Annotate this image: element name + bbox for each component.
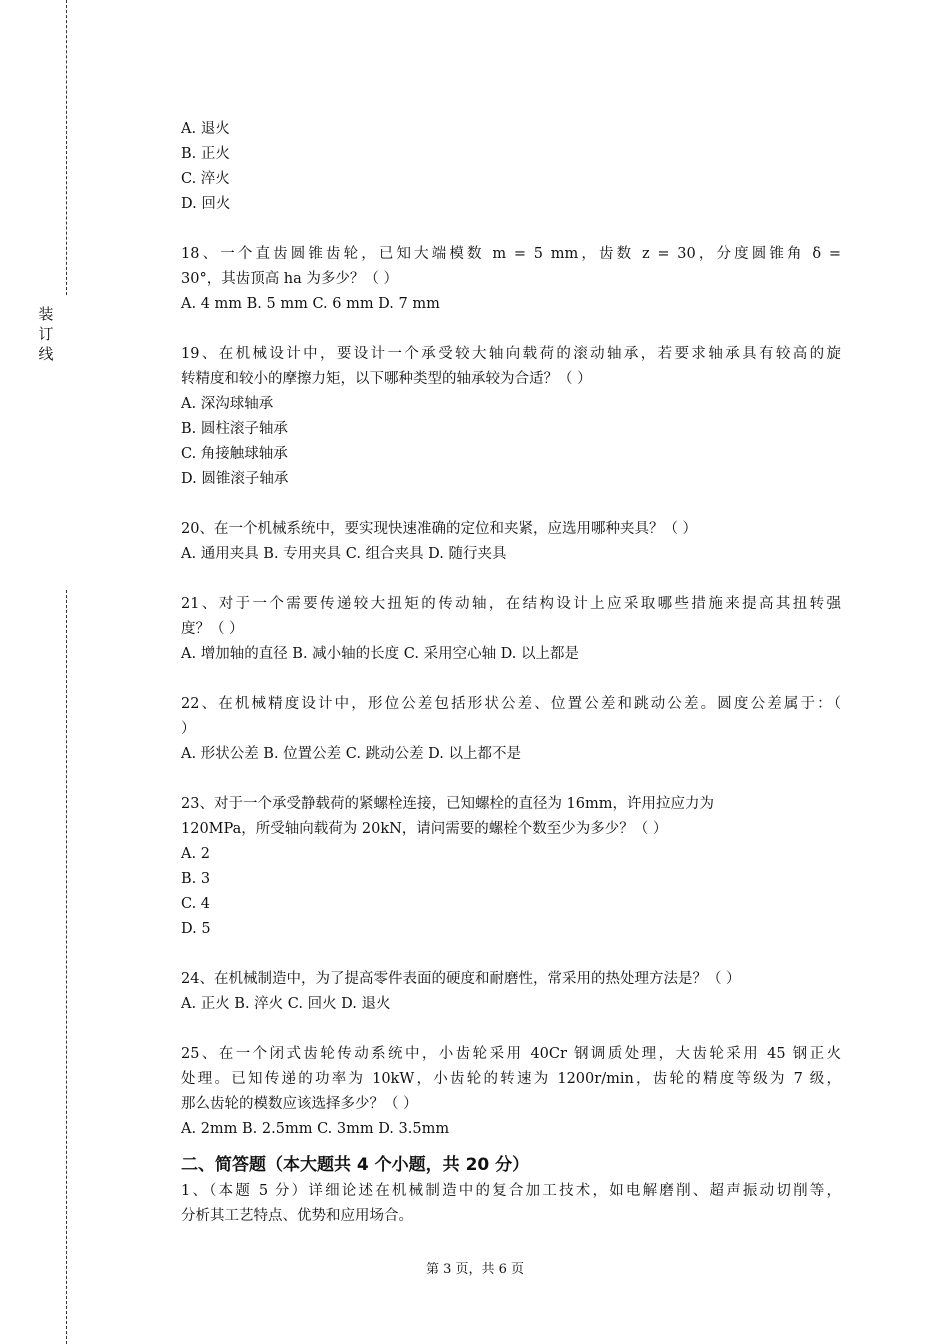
q18-stem-line2: 30°，其齿顶高 ha 为多少？（ ）	[181, 271, 399, 287]
q22-stem-line2: ）	[181, 721, 196, 737]
q25-options: A. 2mm B. 2.5mm C. 3mm D. 3.5mm	[181, 1121, 450, 1137]
q20-stem: 20、在一个机械系统中，要实现快速准确的定位和夹紧，应选用哪种夹具？（ ）	[181, 521, 698, 537]
q18-stem-line1: 18、一个直齿圆锥齿轮，已知大端模数 m = 5 mm，齿数 z = 30，分度圆锥角 δ =	[181, 246, 841, 262]
q23-option-a: A. 2	[181, 846, 210, 862]
binding-line-top	[66, 0, 67, 295]
q18-options: A. 4 mm B. 5 mm C. 6 mm D. 7 mm	[181, 296, 440, 312]
q17-option-d: D. 回火	[181, 196, 231, 212]
q21-stem-line2: 度？（ ）	[181, 621, 244, 637]
q17-option-a: A. 退火	[181, 121, 230, 137]
q24-stem: 24、在机械制造中，为了提高零件表面的硬度和耐磨性，常采用的热处理方法是？（ ）	[181, 971, 741, 987]
binding-label-char: 订	[38, 325, 54, 343]
q19-option-d: D. 圆锥滚子轴承	[181, 471, 289, 487]
q23-option-b: B. 3	[181, 871, 211, 887]
q23-stem-line1: 23、对于一个承受静载荷的紧螺栓连接，已知螺栓的直径为 16mm，许用拉应力为	[181, 796, 715, 812]
q21-options: A. 增加轴的直径 B. 减小轴的长度 C. 采用空心轴 D. 以上都是	[181, 646, 580, 662]
binding-label	[36, 304, 56, 364]
binding-label-char: 装	[38, 305, 54, 323]
q20-options: A. 通用夹具 B. 专用夹具 C. 组合夹具 D. 随行夹具	[181, 546, 507, 562]
q25-stem-line2: 处理。已知传递的功率为 10kW，小齿轮的转速为 1200r/min，齿轮的精度等级为 7 级，	[181, 1071, 841, 1087]
q21-stem-line1: 21、对于一个需要传递较大扭矩的传动轴，在结构设计上应采取哪些措施来提高其扭转强	[181, 596, 841, 612]
q25-stem-line3: 那么齿轮的模数应该选择多少？（ ）	[181, 1096, 418, 1112]
section-title: 二、简答题（本大题共 4 个小题，共 20 分）	[181, 1155, 530, 1175]
binding-label-char: 线	[38, 345, 54, 363]
q22-options: A. 形状公差 B. 位置公差 C. 跳动公差 D. 以上都不是	[181, 746, 522, 762]
q23-option-d: D. 5	[181, 921, 211, 937]
short-answer-q1-line1: 1、（本题 5 分）详细论述在机械制造中的复合加工技术，如电解磨削、超声振动切削等，	[181, 1183, 841, 1199]
q19-stem-line2: 转精度和较小的摩擦力矩，以下哪种类型的轴承较为合适？（ ）	[181, 371, 592, 387]
q23-option-c: C. 4	[181, 896, 211, 912]
q25-stem-line1: 25、在一个闭式齿轮传动系统中，小齿轮采用 40Cr 钢调质处理，大齿轮采用 45 钢正火	[181, 1046, 841, 1062]
q22-stem-line1: 22、在机械精度设计中，形位公差包括形状公差、位置公差和跳动公差。圆度公差属于：（	[181, 696, 841, 712]
q17-option-c: C. 淬火	[181, 171, 230, 187]
q19-option-c: C. 角接触球轴承	[181, 446, 288, 462]
q19-option-b: B. 圆柱滚子轴承	[181, 421, 288, 437]
short-answer-q1-line2: 分析其工艺特点、优势和应用场合。	[181, 1208, 413, 1224]
binding-line-bottom	[66, 590, 67, 1344]
q19-option-a: A. 深沟球轴承	[181, 396, 274, 412]
q17-option-b: B. 正火	[181, 146, 230, 162]
q23-stem-line2: 120MPa，所受轴向载荷为 20kN，请问需要的螺栓个数至少为多少？（ ）	[181, 821, 668, 837]
question-content	[181, 117, 841, 1229]
page-number: 第 3 页，共 6 页	[425, 1262, 525, 1277]
q19-stem-line1: 19、在机械设计中，要设计一个承受较大轴向载荷的滚动轴承，若要求轴承具有较高的旋	[181, 346, 841, 362]
q24-options: A. 正火 B. 淬火 C. 回火 D. 退火	[181, 996, 391, 1012]
